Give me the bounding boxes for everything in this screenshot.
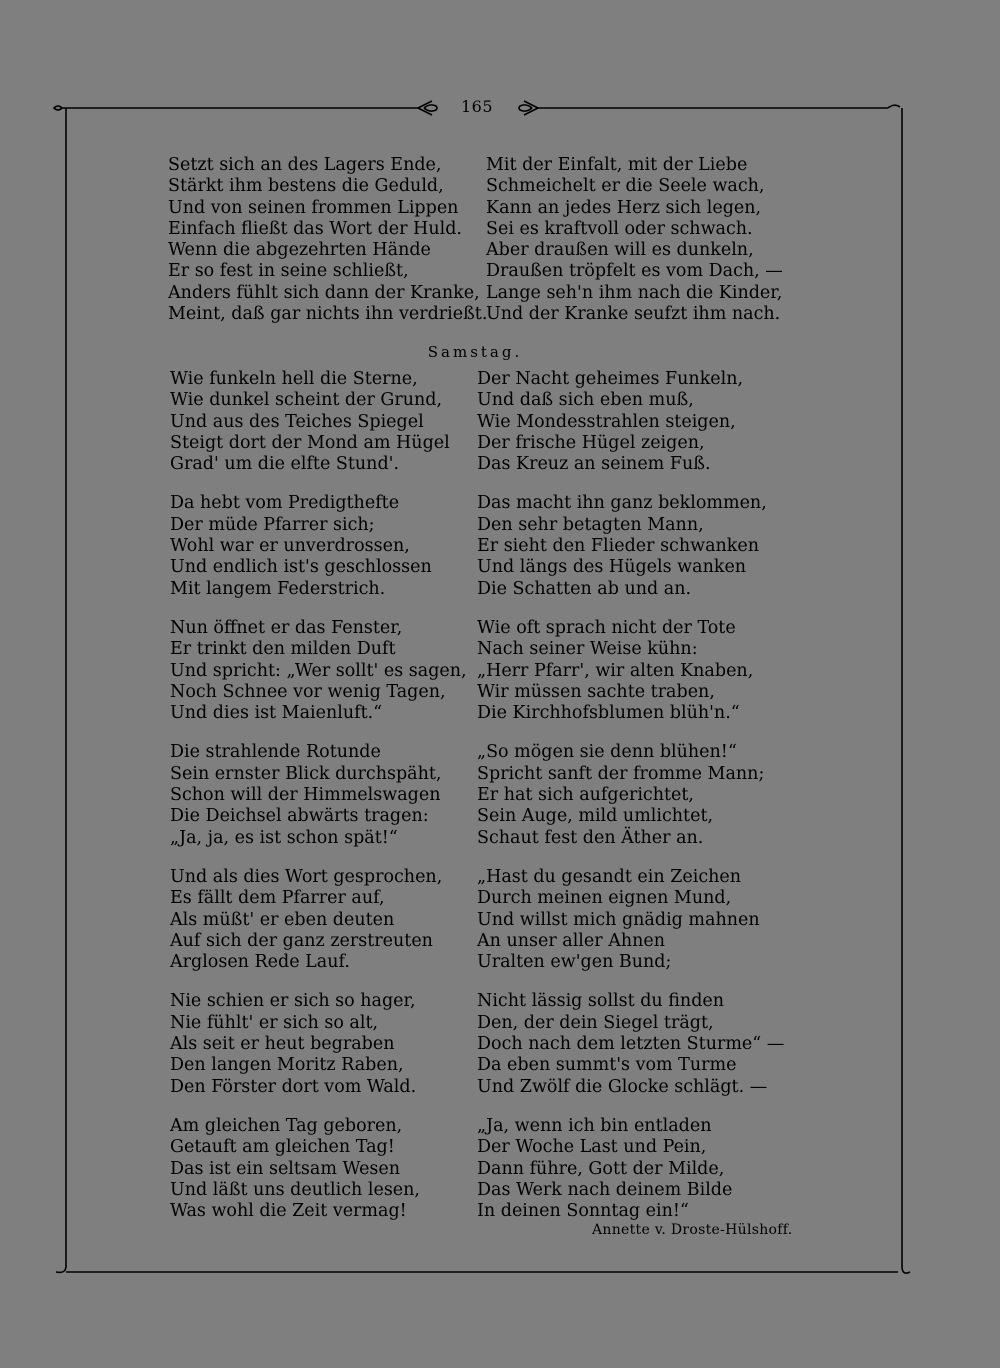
verse-line: Schmeichelt er die Seele wach, — [486, 176, 765, 197]
stanza — [477, 867, 784, 973]
verse-line: Den sehr betagten Mann, — [477, 514, 704, 535]
stanza — [477, 493, 784, 599]
verse-line: Das ist ein seltsam Wesen — [170, 1158, 401, 1179]
stanza — [477, 618, 784, 724]
verse-line: Uralten ew'gen Bund; — [477, 952, 672, 973]
stanza — [170, 867, 467, 973]
verse-line: Wie Mondesstrahlen steigen, — [477, 411, 736, 432]
verse-line: Und spricht: „Wer sollt' es sagen, — [170, 660, 467, 681]
verse-line: Noch Schnee vor wenig Tagen, — [170, 681, 446, 702]
verse-line: Der frische Hügel zeigen, — [477, 432, 705, 453]
stanza — [170, 991, 467, 1097]
verse-line: „Ja, ja, es ist schon spät!“ — [170, 827, 398, 848]
poem-right-column — [477, 369, 784, 1222]
verse-line: Nun öffnet er das Fenster, — [170, 617, 403, 638]
stanza — [477, 1116, 784, 1222]
stanza — [170, 742, 467, 848]
verse-line: Draußen tröpfelt es vom Dach, — — [486, 261, 783, 282]
verse-line: „Ja, wenn ich bin entladen — [477, 1115, 712, 1136]
stanza — [170, 493, 467, 599]
stanza — [170, 369, 467, 475]
verse-line: Da hebt vom Predigthefte — [170, 493, 400, 514]
verse-line: „So mögen sie denn blühen!“ — [477, 742, 737, 763]
verse-line: Am gleichen Tag geboren, — [170, 1115, 403, 1136]
verse-line: Das Werk nach deinem Bilde — [477, 1179, 733, 1200]
verse-line: Getauft am gleichen Tag! — [170, 1137, 395, 1158]
verse-line: Wie oft sprach nicht der Tote — [477, 617, 736, 638]
verse-line: Nie schien er sich so hager, — [170, 991, 416, 1012]
stanza — [477, 369, 784, 475]
author-signature: Annette v. Droste-Hülshoff. — [592, 1222, 793, 1238]
verse-line: Da eben summt's vom Turme — [477, 1055, 737, 1076]
verse-line: Sein Auge, mild umlichtet, — [477, 806, 714, 827]
verse-line: Als müßt' er eben deuten — [170, 909, 395, 930]
verse-line: Aber draußen will es dunkeln, — [486, 240, 754, 261]
verse-line: Es fällt dem Pfarrer auf, — [170, 888, 385, 909]
verse-line: Und längs des Hügels wanken — [477, 557, 747, 578]
verse-line: Das macht ihn ganz beklommen, — [477, 493, 767, 514]
poem-left-column — [170, 369, 467, 1222]
verse-line: „Hast du gesandt ein Zeichen — [477, 866, 742, 887]
intro-left-column — [168, 155, 487, 325]
verse-line: Der müde Pfarrer sich; — [170, 514, 375, 535]
stanza — [477, 991, 784, 1097]
verse-line: An unser aller Ahnen — [477, 930, 665, 951]
verse-line: Wohl war er unverdrossen, — [170, 536, 410, 557]
verse-line: Er so fest in seine schließt, — [168, 261, 409, 282]
verse-line: Als seit er heut begraben — [170, 1034, 395, 1055]
verse-line: Mit langem Federstrich. — [170, 578, 386, 599]
verse-line: Mit der Einfalt, mit der Liebe — [486, 155, 748, 175]
ornament-left-icon — [418, 101, 437, 115]
verse-line: Sei es kraftvoll oder schwach. — [486, 218, 753, 239]
verse-line: Lange seh'n ihm nach die Kinder, — [486, 282, 783, 303]
verse-line: Meint, daß gar nichts ihn verdrießt. — [168, 304, 488, 325]
verse-line: Sein ernster Blick durchspäht, — [170, 763, 442, 784]
verse-line: Auf sich der ganz zerstreuten — [170, 930, 433, 951]
verse-line: Schaut fest den Äther an. — [477, 827, 704, 848]
verse-line: Wir müssen sachte traben, — [477, 681, 715, 702]
verse-line: Nie fühlt' er sich so alt, — [170, 1012, 379, 1033]
verse-line: Grad' um die elfte Stund'. — [170, 454, 400, 475]
verse-line: Wie funkeln hell die Sterne, — [170, 369, 418, 389]
verse-line: Kann an jedes Herz sich legen, — [486, 197, 762, 218]
verse-line: Die Kirchhofsblumen blüh'n.“ — [477, 703, 740, 724]
stanza — [170, 618, 467, 724]
verse-line: Die Schatten ab und an. — [477, 578, 692, 599]
verse-line: Und als dies Wort gesprochen, — [170, 866, 443, 887]
verse-line: Was wohl die Zeit vermag! — [170, 1201, 407, 1222]
verse-line: Das Kreuz an seinem Fuß. — [477, 454, 711, 475]
verse-line: Setzt sich an des Lagers Ende, — [168, 155, 442, 175]
verse-line: Und willst mich gnädig mahnen — [477, 909, 760, 930]
verse-line: Und von seinen frommen Lippen — [168, 197, 459, 218]
verse-line: „Herr Pfarr', wir alten Knaben, — [477, 660, 754, 681]
verse-line: Durch meinen eignen Mund, — [477, 888, 732, 909]
verse-line: Die strahlende Rotunde — [170, 742, 381, 763]
verse-line: Den langen Moritz Raben, — [170, 1055, 404, 1076]
verse-line: Wenn die abgezehrten Hände — [168, 240, 431, 261]
verse-line: Er sieht den Flieder schwanken — [477, 536, 760, 557]
verse-line: Spricht sanft der fromme Mann; — [477, 763, 765, 784]
verse-line: Den, der dein Siegel trägt, — [477, 1012, 714, 1033]
verse-line: Nicht lässig sollst du finden — [477, 991, 725, 1012]
stanza — [170, 1116, 467, 1222]
ornament-right-icon — [519, 101, 538, 115]
verse-line: Steigt dort der Mond am Hügel — [170, 432, 450, 453]
verse-line: Und dies ist Maienluft.“ — [170, 703, 383, 724]
verse-line: Und endlich ist's geschlossen — [170, 557, 432, 578]
page-number: 165 — [460, 97, 494, 116]
verse-line: Einfach fließt das Wort der Huld. — [168, 218, 462, 239]
verse-line: In deinen Sonntag ein!“ — [477, 1201, 689, 1222]
verse-line: Und daß sich eben muß, — [477, 390, 694, 411]
verse-line: Und Zwölf die Glocke schlägt. — — [477, 1076, 768, 1097]
verse-line: Schon will der Himmelswagen — [170, 785, 441, 806]
verse-line: Stärkt ihm bestens die Geduld, — [168, 176, 444, 197]
intro-right-column — [486, 155, 783, 325]
verse-line: Und der Kranke seufzt ihm nach. — [486, 304, 781, 325]
verse-line: Und aus des Teiches Spiegel — [170, 411, 424, 432]
verse-line: Anders fühlt sich dann der Kranke, — [168, 282, 480, 303]
verse-line: Wie dunkel scheint der Grund, — [170, 390, 443, 411]
section-title: Samstag. — [427, 343, 523, 361]
stanza — [477, 742, 784, 848]
verse-line: Und läßt uns deutlich lesen, — [170, 1179, 420, 1200]
verse-line: Der Woche Last und Pein, — [477, 1137, 707, 1158]
verse-line: Nach seiner Weise kühn: — [477, 639, 698, 660]
verse-line: Er hat sich aufgerichtet, — [477, 785, 694, 806]
verse-line: Der Nacht geheimes Funkeln, — [477, 369, 744, 389]
verse-line: Arglosen Rede Lauf. — [170, 952, 350, 973]
verse-line: Den Förster dort vom Wald. — [170, 1076, 417, 1097]
verse-line: Doch nach dem letzten Sturme“ — — [477, 1034, 785, 1055]
verse-line: Dann führe, Gott der Milde, — [477, 1158, 725, 1179]
verse-line: Er trinkt den milden Duft — [170, 639, 396, 660]
verse-line: Die Deichsel abwärts tragen: — [170, 806, 429, 827]
